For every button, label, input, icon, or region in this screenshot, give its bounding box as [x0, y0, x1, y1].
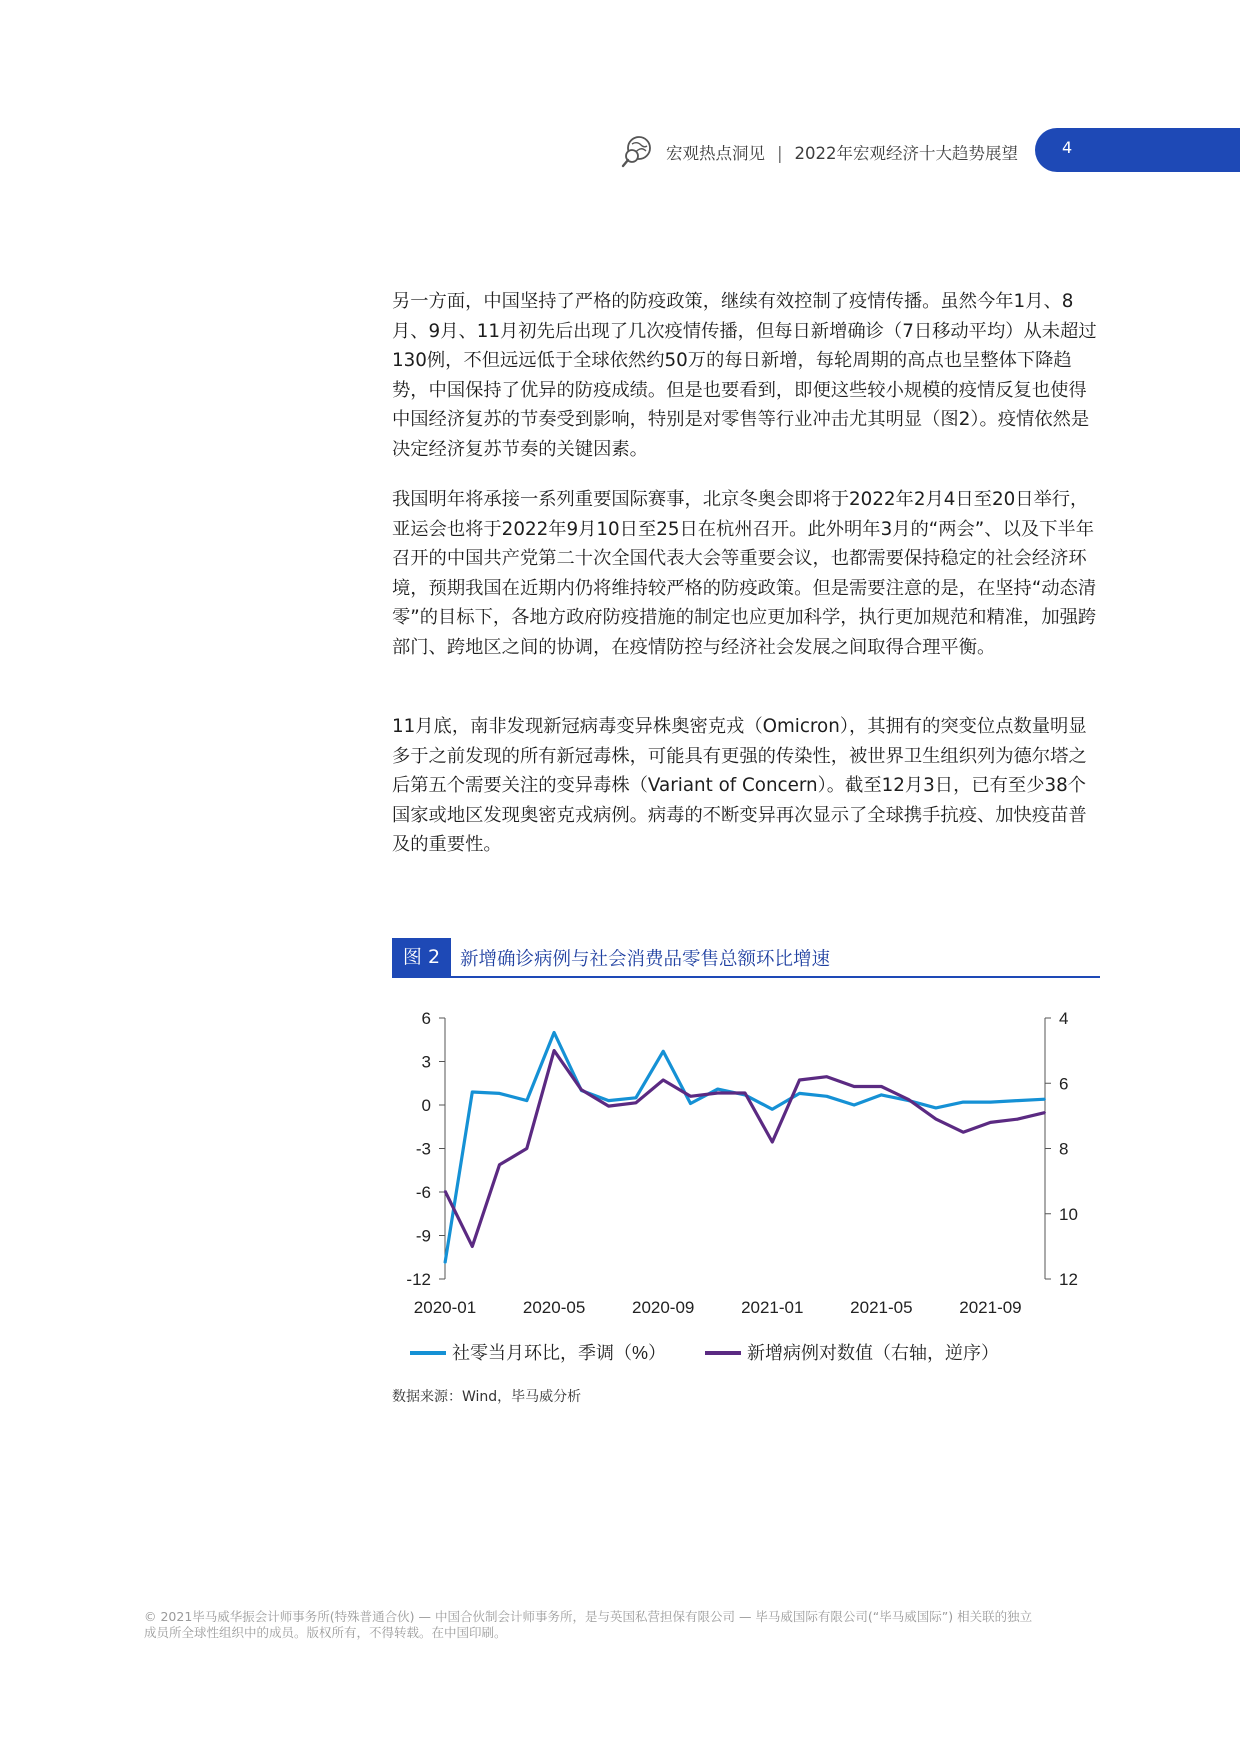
x-tick-label: 2020-09 [631, 1298, 695, 1317]
series-2-point [826, 1076, 828, 1078]
series-2-point [717, 1092, 719, 1094]
series-2-point [880, 1086, 882, 1088]
series-2-point [444, 1190, 446, 1192]
right-tick-label: 12 [1059, 1270, 1078, 1289]
series-1-point [1017, 1100, 1019, 1102]
x-tick-label: 2021-09 [959, 1298, 1022, 1317]
header-section: 宏观热点洞见 [665, 144, 765, 163]
series-2-point [853, 1086, 855, 1088]
series-1-point [635, 1097, 637, 1099]
left-tick-label: -9 [415, 1226, 431, 1246]
series-2-point [690, 1095, 692, 1097]
series-1-point [1044, 1098, 1046, 1100]
series-2-point [1044, 1112, 1046, 1114]
series-1-point [444, 1262, 446, 1264]
header-separator: | [776, 144, 783, 163]
series-1-point [880, 1094, 882, 1096]
series-2-point [499, 1164, 501, 1166]
x-tick-label: 2020-01 [413, 1298, 477, 1317]
right-tick-label: 6 [1059, 1074, 1069, 1094]
series-2-point [526, 1148, 528, 1150]
series-1-point [990, 1101, 992, 1103]
left-tick-label: -12 [406, 1270, 431, 1289]
legend-label-1: 社零当月环比，季调（%） [452, 1343, 667, 1363]
series-2-point [553, 1050, 555, 1052]
right-tick-label: 8 [1059, 1139, 1069, 1159]
left-tick-label: 6 [421, 1009, 431, 1028]
figure-source: 数据来源：Wind，毕马威分析 [392, 1389, 582, 1405]
series-1-point [608, 1100, 610, 1102]
series-2-point [990, 1122, 992, 1124]
series-2-point [635, 1102, 637, 1104]
series-2-point [608, 1105, 610, 1107]
page-header [0, 128, 1240, 174]
series-1-point [771, 1108, 773, 1110]
footer-line-1: © 2021毕马威华振会计师事务所(特殊普通合伙) — 中国合伙制会计师事务所，是与英国私营担保有限公司 — 毕马威国际有限公司(“毕马威国际”) 相关联的独立 [144, 1609, 1033, 1624]
line-chart [380, 990, 1110, 1375]
left-tick-label: 3 [421, 1052, 431, 1072]
series-1-point [499, 1093, 501, 1095]
page-footer [144, 1609, 1094, 1641]
x-tick-label: 2021-01 [741, 1298, 804, 1317]
left-tick-label: 0 [421, 1096, 431, 1115]
series-1-point [690, 1103, 692, 1105]
figure-title: 新增确诊病例与社会消费品零售总额环比增速 [460, 949, 831, 970]
series-2-point [935, 1118, 937, 1120]
series-2-point [962, 1131, 964, 1133]
series-1-point [962, 1101, 964, 1103]
series-2-point [471, 1245, 473, 1247]
left-tick-label: -6 [415, 1183, 431, 1202]
series-1-point [471, 1091, 473, 1093]
series-1-point [662, 1050, 664, 1052]
right-tick-label: 10 [1059, 1204, 1078, 1224]
header-title: 2022年宏观经济十大趋势展望 [794, 144, 1018, 163]
figure-title-bar [392, 938, 1100, 978]
series-1-point [717, 1088, 719, 1090]
figure-tag: 图 2 [392, 938, 451, 976]
series-1-point [799, 1093, 801, 1095]
page-number-tab [1035, 128, 1240, 172]
series-1-point [553, 1032, 555, 1034]
footer-line-2: 成员所全球性组织中的成员。版权所有，不得转载。在中国印刷。 [144, 1625, 507, 1640]
series-2-point [771, 1141, 773, 1143]
series-2-point [1017, 1118, 1019, 1120]
right-tick-label: 4 [1059, 1009, 1069, 1028]
paragraph-3: 11月底，南非发现新冠病毒变异株奥密克戎（Omicron），其拥有的突变位点数量明显多于之前发现的所有新冠毒株，可能具有更强的传染性，被世界卫生组织列为德尔塔之后第五个需要关注的变异毒株（Variant of Concern）。截至12月3日，已有至少38个国家或地区发现奥密克戎病例。病毒的不断变异再次显示了全球携手抗疫、加快疫苗普及的重要性。 [392, 716, 1087, 855]
series-1-point [526, 1100, 528, 1102]
x-tick-label: 2020-05 [522, 1298, 586, 1317]
series-2-point [580, 1089, 582, 1091]
series-1-point [853, 1104, 855, 1106]
series-2-point [744, 1092, 746, 1094]
legend-label-2: 新增病例对数值（右轴，逆序） [747, 1343, 999, 1363]
header-breadcrumb [666, 140, 1018, 164]
series-1-point [935, 1107, 937, 1109]
series-2-point [799, 1079, 801, 1081]
paragraph-1: 另一方面，中国坚持了严格的防疫政策，继续有效控制了疫情传播。虽然今年1月、8月、9月、11月初先后出现了几次疫情传播，但每日新增确诊（7日移动平均）从未超过130例，不但远远低于全球依然约50万的每日新增，每轮周期的高点也呈整体下降趋势，中国保持了优异的防疫成绩。但是也要看到，即便这些较小规模的疫情反复也使得中国经济复苏的节奏受到影响，特别是对零售等行业冲击尤其明显（图2）。疫情依然是决定经济复苏节奏的关键因素。 [392, 291, 1097, 460]
x-tick-label: 2021-05 [850, 1298, 913, 1317]
series-2-point [908, 1099, 910, 1101]
series-2-point [662, 1079, 664, 1081]
series-1-point [826, 1095, 828, 1097]
globe-magnifier-icon [620, 134, 654, 168]
page-number: 4 [1062, 138, 1073, 157]
left-tick-label: -3 [415, 1139, 431, 1159]
paragraph-2: 我国明年将承接一系列重要国际赛事，北京冬奥会即将于2022年2月4日至20日举行，亚运会也将于2022年9月10日至25日在杭州召开。此外明年3月的“两会”、以及下半年召开的中国共产党第二十次全国代表大会等重要会议，也都需要保持稳定的社会经济环境，预期我国在近期内仍将维持较严格的防疫政策。但是需要注意的是，在坚持“动态清零”的目标下，各地方政府防疫措施的制定也应更加科学，执行更加规范和精准，加强跨部门、跨地区之间的协调，在疫情防控与经济社会发展之间取得合理平衡。 [392, 489, 1097, 658]
series-line-1 [445, 1033, 1045, 1264]
